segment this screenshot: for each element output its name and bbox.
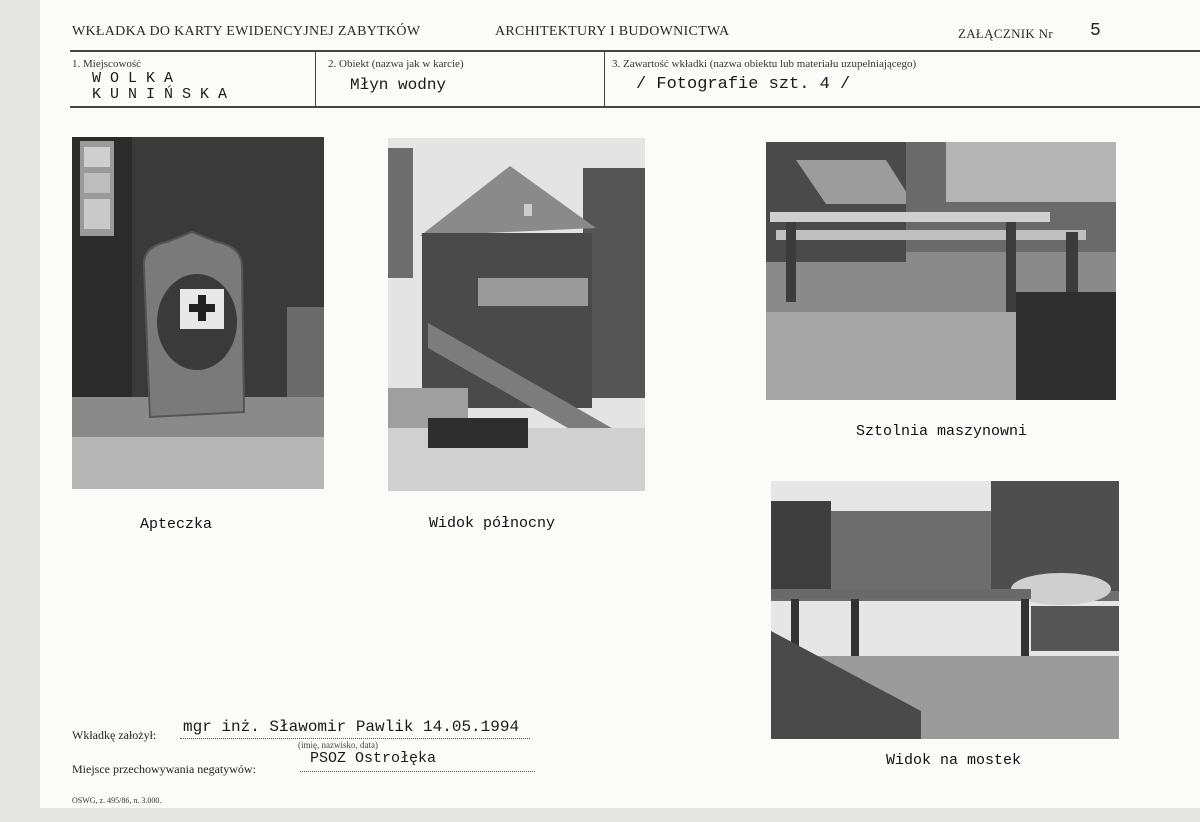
object-value: Młyn wodny <box>350 76 447 94</box>
print-code: OSWG, z. 495/86, n. 3.000. <box>72 796 162 805</box>
machine-tunnel-photo <box>766 142 1116 400</box>
mill-building-photo <box>388 138 645 491</box>
contents-value: / Fotografie szt. 4 / <box>636 75 851 94</box>
header-bottom-rule <box>70 106 1200 108</box>
locality-line1: W O L K A <box>92 70 174 87</box>
author-line <box>180 738 530 739</box>
photo-caption-2: Widok północny <box>429 515 556 532</box>
field-divider-1 <box>315 52 316 106</box>
author-hint: (imię, nazwisko, data) <box>298 740 378 750</box>
attachment-label: ZAŁĄCZNIK Nr <box>958 26 1053 41</box>
contents-label: 3. Zawartość wkładki (nazwa obiektu lub materiału uzupełniającego) <box>612 58 917 70</box>
header-top-rule <box>70 50 1200 52</box>
author-label: Wkładkę założył: <box>72 728 157 742</box>
first-aid-cabinet-photo <box>72 137 324 489</box>
header-subtitle: ARCHITEKTURY I BUDOWNICTWA <box>495 24 730 39</box>
locality-label: 1. Miejscowość <box>72 58 142 70</box>
header-title: WKŁADKA DO KARTY EWIDENCYJNEJ ZABYTKÓW <box>72 24 421 39</box>
bridge-view-photo <box>771 481 1119 739</box>
photo-caption-3: Sztolnia maszynowni <box>856 423 1028 440</box>
storage-line <box>300 771 535 772</box>
document-sheet <box>40 0 1200 808</box>
author-value: mgr inż. Sławomir Pawlik 14.05.1994 <box>183 718 520 736</box>
field-divider-2 <box>604 52 605 106</box>
object-label: 2. Obiekt (nazwa jak w karcie) <box>328 58 464 70</box>
storage-label: Miejsce przechowywania negatywów: <box>72 762 256 776</box>
attachment-number: 5 <box>1090 21 1101 41</box>
storage-value: PSOZ Ostrołęka <box>310 750 437 767</box>
photo-caption-1: Apteczka <box>140 516 213 533</box>
locality-line2: K U N I Ń S K A <box>92 86 228 103</box>
photo-caption-4: Widok na mostek <box>886 752 1022 769</box>
